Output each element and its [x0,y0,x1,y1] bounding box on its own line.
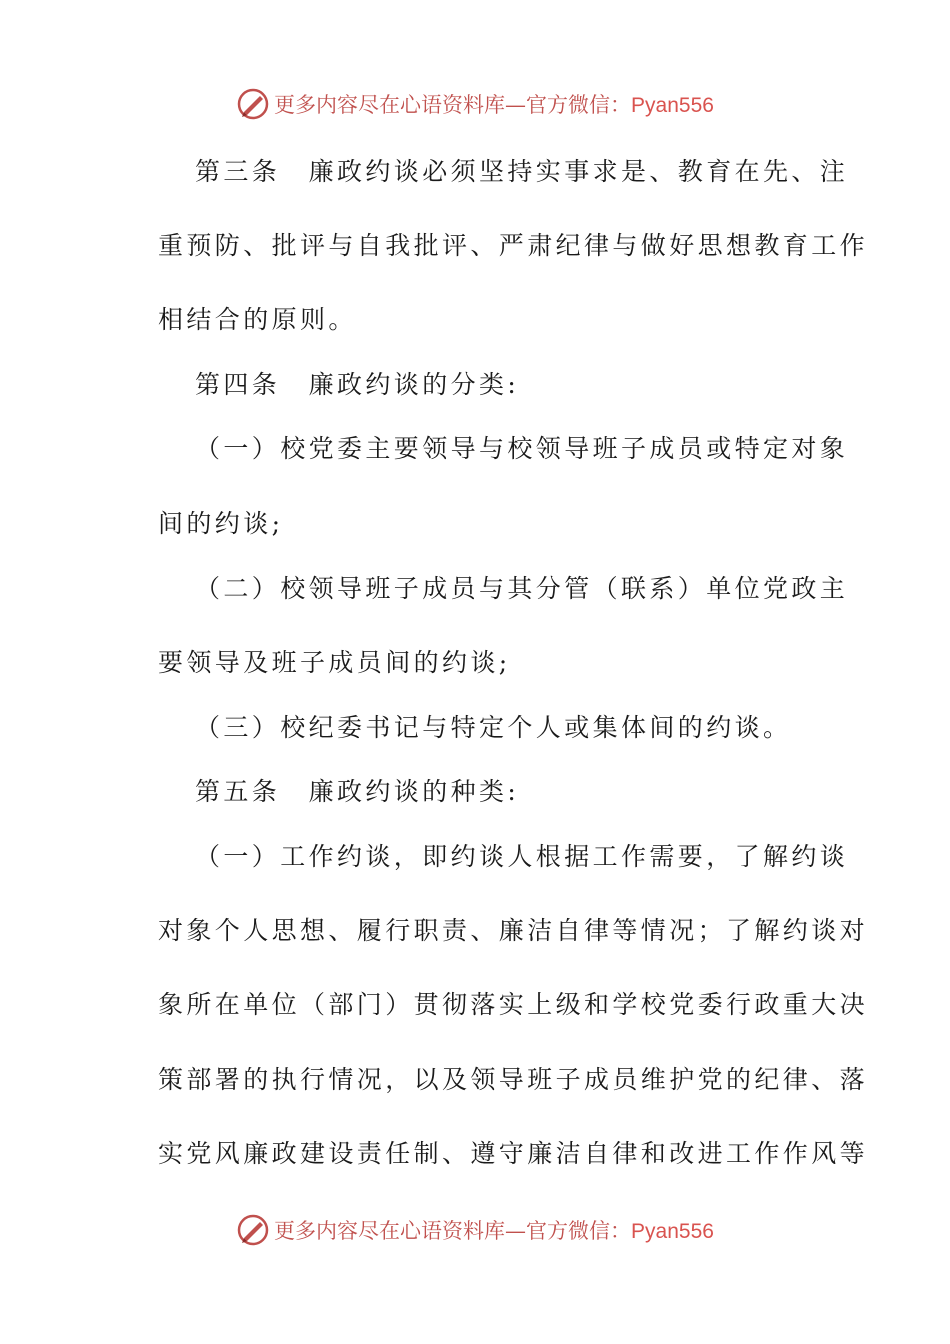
watermark-handle: Pyan556 [631,1220,714,1243]
header-watermark [0,84,950,124]
article-5-heading: 第五条 廉政约谈的种类: [195,777,520,806]
watermark-text: 更多内容尽在心语资料库—官方微信：Pyan556 [274,93,714,117]
article-5-item-1-line-1: （一）工作约谈，即约谈人根据工作需要，了解约谈 [195,842,849,871]
article-5-item-1-line-5: 实党风廉政建设责任制、遵守廉洁自律和改进工作作风等 [158,1139,869,1168]
article-4-item-1-line-2: 间的约谈; [158,509,284,538]
watermark-handle: Pyan556 [631,94,714,117]
article-4-item-3: （三）校纪委书记与特定个人或集体间的约谈。 [195,713,792,742]
article-5-item-1-line-4: 策部署的执行情况，以及领导班子成员维护党的纪律、落 [158,1065,869,1094]
pen-logo-icon [236,87,270,121]
article-4-heading: 第四条 廉政约谈的分类: [195,370,520,399]
article-3-line-3: 相结合的原则。 [158,305,357,334]
article-3-line-2: 重预防、批评与自我批评、严肃纪律与做好思想教育工作 [158,231,869,260]
article-5-item-1-line-2: 对象个人思想、履行职责、廉洁自律等情况；了解约谈对 [158,916,869,945]
footer-watermark [0,1210,950,1250]
article-4-item-2-line-2: 要领导及班子成员间的约谈; [158,648,511,677]
article-4-item-1-line-1: （一）校党委主要领导与校领导班子成员或特定对象 [195,434,849,463]
watermark-text: 更多内容尽在心语资料库—官方微信：Pyan556 [274,1219,714,1243]
pen-logo-icon [236,1213,270,1247]
article-4-item-2-line-1: （二）校领导班子成员与其分管（联系）单位党政主 [195,574,849,603]
article-3-line-1: 第三条 廉政约谈必须坚持实事求是、教育在先、注 [195,157,849,186]
article-5-item-1-line-3: 象所在单位（部门）贯彻落实上级和学校党委行政重大决 [158,990,869,1019]
